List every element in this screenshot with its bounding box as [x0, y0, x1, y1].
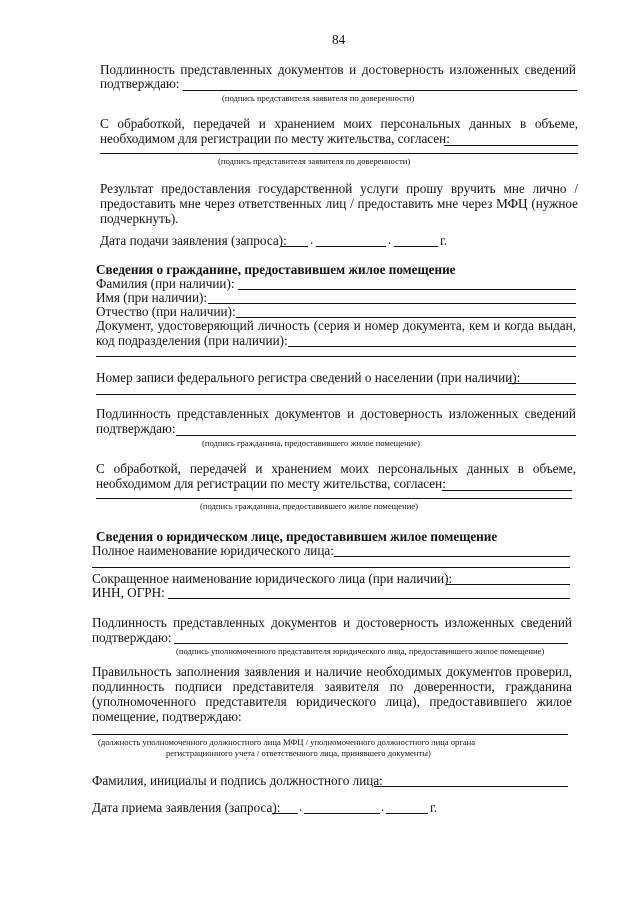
block2-signature-line[interactable] — [100, 153, 578, 154]
block1-line2: подтверждаю: — [100, 76, 180, 91]
date-receipt-label: Дата приема заявления (запроса): — [92, 800, 281, 815]
block3-line2: предоставить мне через ответственных лиц / предоставить мне через МФЦ (нужное — [100, 196, 578, 211]
date-receipt-month-field[interactable] — [304, 813, 380, 814]
block2-line2: необходимом для регистрации по месту жительства, согласен: — [100, 131, 450, 146]
legal-inn-field[interactable] — [168, 598, 570, 599]
block2-line1: С обработкой, передачей и хранением моих персональных данных в объеме, — [100, 116, 578, 131]
date-submission-suffix: г. — [440, 233, 448, 248]
citizen-registry-extra-field[interactable] — [96, 394, 576, 395]
legal-inn-label: ИНН, ОГРН: — [92, 585, 165, 600]
legal-confirm-signature-line[interactable] — [174, 643, 568, 644]
date-submission-label: Дата подачи заявления (запроса): — [100, 233, 287, 248]
citizen-registry-label: Номер записи федерального регистра сведений о населении (при наличии): — [96, 370, 521, 385]
citizen-surname-label: Фамилия (при наличии): — [96, 276, 235, 291]
legal-confirm-caption: (подпись уполномоченного представителя юридического лица, предоставившего жилое помещение) — [176, 646, 545, 656]
citizen-consent-signature-line[interactable] — [96, 498, 572, 499]
citizen-consent-line2: необходимом для регистрации по месту жительства, согласен: — [96, 476, 446, 491]
date-submission-day-field[interactable] — [280, 246, 308, 247]
check-line2: подлинность подписи представителя заявителя по доверенности, гражданина — [92, 679, 572, 694]
citizen-doc-line1: Документ, удостоверяющий личность (серия и номер документа, кем и когда выдан, — [96, 318, 576, 333]
block1-line1: Подлинность представленных документов и достоверность изложенных сведений — [100, 62, 576, 77]
date-receipt-suffix: г. — [430, 800, 438, 815]
citizen-consent-field[interactable] — [442, 490, 572, 491]
citizen-registry-field[interactable] — [508, 383, 576, 384]
date-receipt-sep1: . — [299, 799, 303, 814]
citizen-confirm-line1: Подлинность представленных документов и достоверность изложенных сведений — [96, 406, 576, 421]
citizen-confirm-signature-line[interactable] — [176, 435, 576, 436]
citizen-doc-field[interactable] — [288, 346, 576, 347]
legal-short-name-label: Сокращенное наименование юридического лица (при наличии): — [92, 571, 453, 586]
official-signature-field[interactable] — [374, 786, 568, 787]
check-position-line[interactable] — [92, 734, 568, 735]
citizen-name-field[interactable] — [208, 303, 576, 304]
check-caption1: (должность уполномоченного должностного лица МФЦ / уполномоченного должностного лица органа — [98, 737, 476, 747]
legal-short-name-field[interactable] — [446, 584, 570, 585]
block1-signature-line[interactable] — [183, 90, 577, 91]
citizen-confirm-caption: (подпись гражданина, предоставившего жилое помещение) — [202, 438, 420, 448]
block3-line3: подчеркнуть). — [100, 211, 179, 226]
date-receipt-day-field[interactable] — [272, 813, 298, 814]
date-submission-year-field[interactable] — [394, 246, 438, 247]
check-line4: помещение, подтверждаю: — [92, 709, 242, 724]
legal-full-name-label: Полное наименование юридического лица: — [92, 543, 334, 558]
block1-caption: (подпись представителя заявителя по доверенности) — [222, 93, 415, 103]
citizen-surname-field[interactable] — [238, 289, 576, 290]
check-caption2: регистрационного учета / ответственного лица, принявшего документы) — [166, 748, 431, 758]
date-receipt-sep2: . — [381, 799, 385, 814]
legal-full-name-extra-field[interactable] — [92, 567, 570, 568]
date-submission-sep1: . — [310, 232, 314, 247]
check-line1: Правильность заполнения заявления и наличие необходимых документов проверил, — [92, 664, 572, 679]
block2-caption: (подпись представителя заявителя по доверенности) — [218, 156, 411, 166]
block3-line1: Результат предоставления государственной услуги прошу вручить мне лично / — [100, 181, 578, 196]
citizen-doc-extra-field[interactable] — [96, 356, 576, 357]
citizen-doc-line2: код подразделения (при наличии): — [96, 333, 288, 348]
citizen-heading: Сведения о гражданине, предоставившем жилое помещение — [96, 262, 456, 277]
date-submission-month-field[interactable] — [316, 246, 386, 247]
legal-confirm-line1: Подлинность представленных документов и достоверность изложенных сведений — [92, 615, 572, 630]
block2-consent-line[interactable] — [444, 145, 578, 146]
legal-confirm-line2: подтверждаю: — [92, 630, 172, 645]
citizen-consent-line1: С обработкой, передачей и хранением моих персональных данных в объеме, — [96, 461, 576, 476]
official-label: Фамилия, инициалы и подпись должностного лица: — [92, 773, 383, 788]
legal-heading: Сведения о юридическом лице, предоставившем жилое помещение — [96, 529, 498, 544]
citizen-consent-caption: (подпись гражданина, предоставившего жилое помещение) — [200, 501, 418, 511]
citizen-patronymic-label: Отчество (при наличии): — [96, 304, 236, 319]
date-receipt-year-field[interactable] — [386, 813, 428, 814]
date-submission-sep2: . — [388, 232, 392, 247]
page-number: 84 — [332, 32, 346, 47]
citizen-name-label: Имя (при наличии): — [96, 290, 208, 305]
legal-full-name-field[interactable] — [334, 556, 570, 557]
check-line3: (уполномоченного представителя юридического лица), предоставившего жилое — [92, 694, 572, 709]
citizen-confirm-line2: подтверждаю: — [96, 421, 176, 436]
